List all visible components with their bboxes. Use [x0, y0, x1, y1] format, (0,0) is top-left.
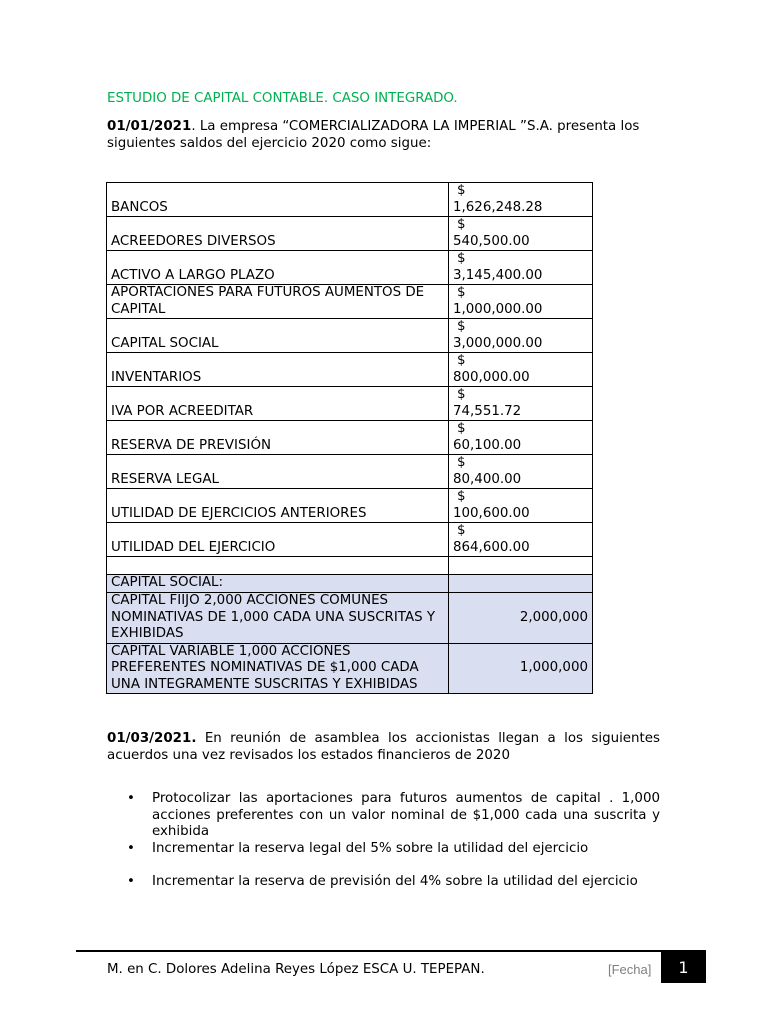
list-item: • Incrementar la reserva de previsión del 4% sobre la utilidad del ejercicio — [127, 874, 638, 889]
bullet-icon: • — [127, 874, 135, 889]
account-label: APORTACIONES PARA FUTUROS AUMENTOS DE CAPITAL — [107, 285, 449, 319]
amount-value: 60,100.00 — [453, 437, 522, 453]
currency-symbol: $ — [457, 285, 466, 300]
list-item: • Incrementar la reserva legal del 5% sobre la utilidad del ejercicio — [127, 840, 589, 856]
currency-symbol: $ — [457, 353, 466, 368]
currency-symbol: $ — [457, 421, 466, 436]
amount-value: 864,600.00 — [453, 539, 530, 555]
account-label: UTILIDAD DE EJERCICIOS ANTERIORES — [107, 489, 449, 523]
account-amount — [449, 285, 593, 319]
meeting-date: 01/03/2021. — [107, 731, 197, 746]
amount-value: 3,000,000.00 — [453, 335, 543, 351]
balances-table — [106, 182, 593, 694]
capital-description: CAPITAL VARIABLE 1,000 ACCIONES PREFERENTES NOMINATIVAS DE $1,000 CADA UNA INTEGRAMENTE SUSCRITAS Y EXHIBIDAS — [107, 643, 449, 694]
table-row — [107, 489, 593, 523]
account-label: ACREEDORES DIVERSOS — [107, 217, 449, 251]
amount-value: 3,145,400.00 — [453, 267, 543, 283]
empty-row — [107, 557, 593, 575]
amount-value: 1,626,248.28 — [453, 199, 543, 215]
currency-symbol: $ — [457, 455, 466, 470]
table-row — [107, 455, 593, 489]
account-label: RESERVA LEGAL — [107, 455, 449, 489]
empty-cell — [107, 557, 449, 575]
capital-row — [107, 643, 593, 694]
account-label: IVA POR ACREEDITAR — [107, 387, 449, 421]
meeting-paragraph — [107, 731, 660, 764]
table-row — [107, 319, 593, 353]
table-row — [107, 353, 593, 387]
account-label: INVENTARIOS — [107, 353, 449, 387]
account-amount — [449, 353, 593, 387]
currency-symbol: $ — [457, 217, 466, 232]
capital-value: 1,000,000 — [449, 643, 593, 694]
account-label: CAPITAL SOCIAL — [107, 319, 449, 353]
footer-divider — [76, 950, 706, 952]
document-title: ESTUDIO DE CAPITAL CONTABLE. CASO INTEGRADO. — [107, 91, 458, 106]
table-row — [107, 251, 593, 285]
capital-header: CAPITAL SOCIAL: — [107, 575, 449, 593]
account-label: RESERVA DE PREVISIÓN — [107, 421, 449, 455]
bullet-icon: • — [127, 791, 135, 806]
currency-symbol: $ — [457, 251, 466, 266]
currency-symbol: $ — [457, 183, 466, 198]
amount-value: 74,551.72 — [453, 403, 522, 419]
table-row — [107, 421, 593, 455]
account-amount — [449, 387, 593, 421]
intro-paragraph — [107, 119, 660, 152]
footer-author: M. en C. Dolores Adelina Reyes López ESCA U. TEPEPAN. — [107, 962, 485, 977]
capital-header-row — [107, 575, 593, 593]
account-label: ACTIVO A LARGO PLAZO — [107, 251, 449, 285]
list-item: • Protocolizar las aportaciones para futuros aumentos de capital . 1,000 acciones preferentes con un valor nominal de $1,000 cada una suscrita y exhibida — [127, 791, 660, 839]
capital-row — [107, 593, 593, 644]
intro-date: 01/01/2021 — [107, 119, 192, 134]
account-label: BANCOS — [107, 183, 449, 217]
empty-cell — [449, 557, 593, 575]
account-amount — [449, 523, 593, 557]
table-row — [107, 183, 593, 217]
capital-description: CAPITAL FIIJO 2,000 ACCIONES COMUNES NOMINATIVAS DE 1,000 CADA UNA SUSCRITAS Y EXHIBIDAS — [107, 593, 449, 644]
amount-value: 540,500.00 — [453, 233, 530, 249]
empty-cell — [449, 575, 593, 593]
currency-symbol: $ — [457, 523, 466, 538]
capital-value: 2,000,000 — [449, 593, 593, 644]
table-row — [107, 285, 593, 319]
bullet-icon: • — [127, 840, 135, 856]
account-label: UTILIDAD DEL EJERCICIO — [107, 523, 449, 557]
currency-symbol: $ — [457, 387, 466, 402]
page-number: 1 — [661, 952, 706, 983]
amount-value: 800,000.00 — [453, 369, 530, 385]
agreements-list — [107, 791, 660, 891]
account-amount — [449, 319, 593, 353]
account-amount — [449, 421, 593, 455]
account-amount — [449, 489, 593, 523]
amount-value: 80,400.00 — [453, 471, 522, 487]
currency-symbol: $ — [457, 489, 466, 504]
intro-text: . La empresa “COMERCIALIZADORA LA IMPERIAL ”S.A. presenta los siguientes saldos del ejercicio 2020 como sigue: — [107, 119, 640, 151]
amount-value: 1,000,000.00 — [453, 301, 543, 317]
footer-date-placeholder[interactable]: [Fecha] — [608, 962, 652, 977]
currency-symbol: $ — [457, 319, 466, 334]
table-row — [107, 523, 593, 557]
account-amount — [449, 217, 593, 251]
account-amount — [449, 455, 593, 489]
amount-value: 100,600.00 — [453, 505, 530, 521]
account-amount — [449, 183, 593, 217]
table-row — [107, 387, 593, 421]
meeting-text: En reunión de asamblea los accionistas llegan a los siguientes acuerdos una vez revisados los estados financieros de 2020 — [107, 731, 660, 763]
account-amount — [449, 251, 593, 285]
table-row — [107, 217, 593, 251]
